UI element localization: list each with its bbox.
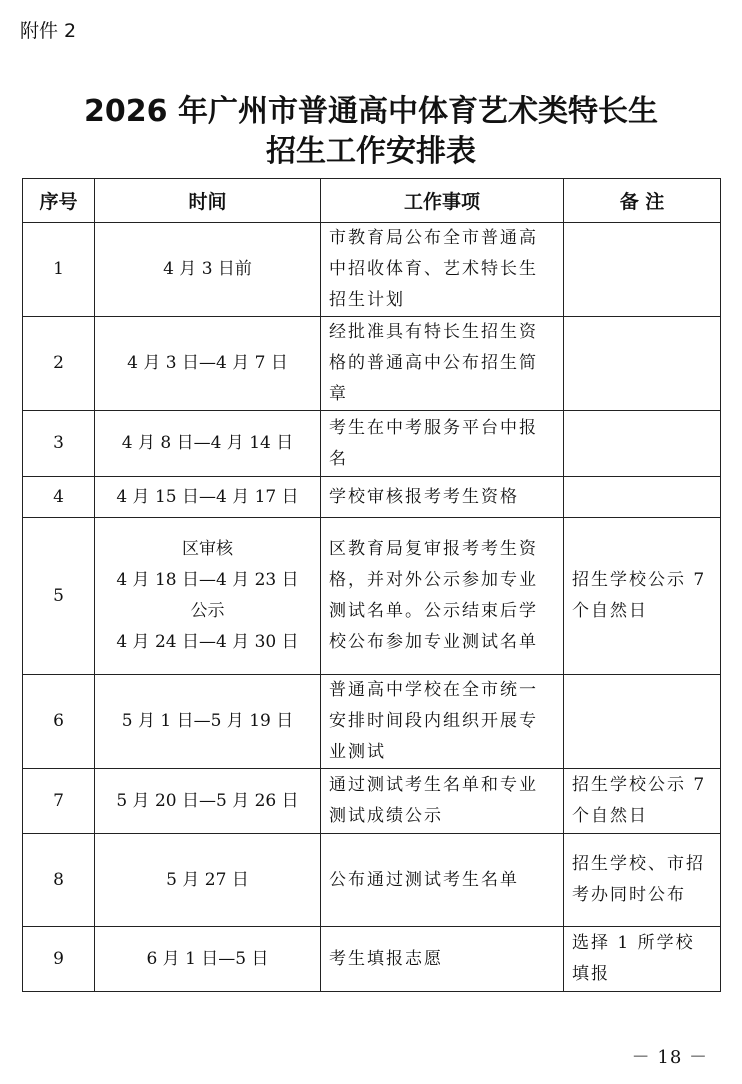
table-row	[23, 223, 721, 317]
row-item: 区教育局复审报考考生资格，并对外公示参加专业测试名单。公示结束后学校公布参加专业测试名单	[321, 518, 564, 675]
row-seq: 7	[23, 769, 95, 834]
table-row	[23, 675, 721, 769]
column-header-note: 备 注	[564, 179, 721, 223]
page-number: － 18 －	[631, 1047, 708, 1068]
row-time: 5 月 27 日	[95, 834, 321, 927]
row-note	[564, 223, 721, 317]
row-time: 5 月 20 日—5 月 26 日	[95, 769, 321, 834]
row-item: 公布通过测试考生名单	[321, 834, 564, 927]
row-note: 招生学校公示 7 个自然日	[564, 518, 721, 675]
row-note	[564, 317, 721, 411]
row-item: 普通高中学校在全市统一安排时间段内组织开展专业测试	[321, 675, 564, 769]
attachment-label: 附件 2	[20, 20, 77, 42]
row-item: 学校审核报考考生资格	[321, 477, 564, 518]
row-seq: 5	[23, 518, 95, 675]
row-time: 4 月 8 日—4 月 14 日	[95, 411, 321, 477]
row-item: 通过测试考生名单和专业测试成绩公示	[321, 769, 564, 834]
row-seq: 8	[23, 834, 95, 927]
page-title	[0, 92, 742, 172]
row-item: 考生填报志愿	[321, 927, 564, 992]
row-seq: 9	[23, 927, 95, 992]
row-seq: 4	[23, 477, 95, 518]
row-time: 区审核 4 月 18 日—4 月 23 日 公示 4 月 24 日—4 月 30 日	[95, 518, 321, 675]
row-seq: 2	[23, 317, 95, 411]
row-note	[564, 411, 721, 477]
table-row	[23, 317, 721, 411]
row-item: 经批准具有特长生招生资格的普通高中公布招生简章	[321, 317, 564, 411]
row-time: 6 月 1 日—5 日	[95, 927, 321, 992]
row-time: 4 月 3 日—4 月 7 日	[95, 317, 321, 411]
row-note: 招生学校、市招考办同时公布	[564, 834, 721, 927]
row-time: 4 月 15 日—4 月 17 日	[95, 477, 321, 518]
column-header-time: 时间	[95, 179, 321, 223]
row-time: 5 月 1 日—5 月 19 日	[95, 675, 321, 769]
table-row	[23, 411, 721, 477]
table-row	[23, 518, 721, 675]
row-seq: 1	[23, 223, 95, 317]
table-header-row	[23, 179, 721, 223]
table-row	[23, 927, 721, 992]
table-row	[23, 477, 721, 518]
column-header-seq: 序号	[23, 179, 95, 223]
schedule-table	[22, 178, 721, 992]
row-note	[564, 477, 721, 518]
row-item: 市教育局公布全市普通高中招收体育、艺术特长生招生计划	[321, 223, 564, 317]
table-row	[23, 834, 721, 927]
column-header-item: 工作事项	[321, 179, 564, 223]
row-note	[564, 675, 721, 769]
row-seq: 3	[23, 411, 95, 477]
row-time: 4 月 3 日前	[95, 223, 321, 317]
row-seq: 6	[23, 675, 95, 769]
title-line-2: 招生工作安排表	[266, 134, 476, 169]
row-item: 考生在中考服务平台中报名	[321, 411, 564, 477]
row-note: 招生学校公示 7 个自然日	[564, 769, 721, 834]
row-note: 选择 1 所学校填报	[564, 927, 721, 992]
title-line-1: 2026 年广州市普通高中体育艺术类特长生	[84, 94, 658, 129]
table-row	[23, 769, 721, 834]
